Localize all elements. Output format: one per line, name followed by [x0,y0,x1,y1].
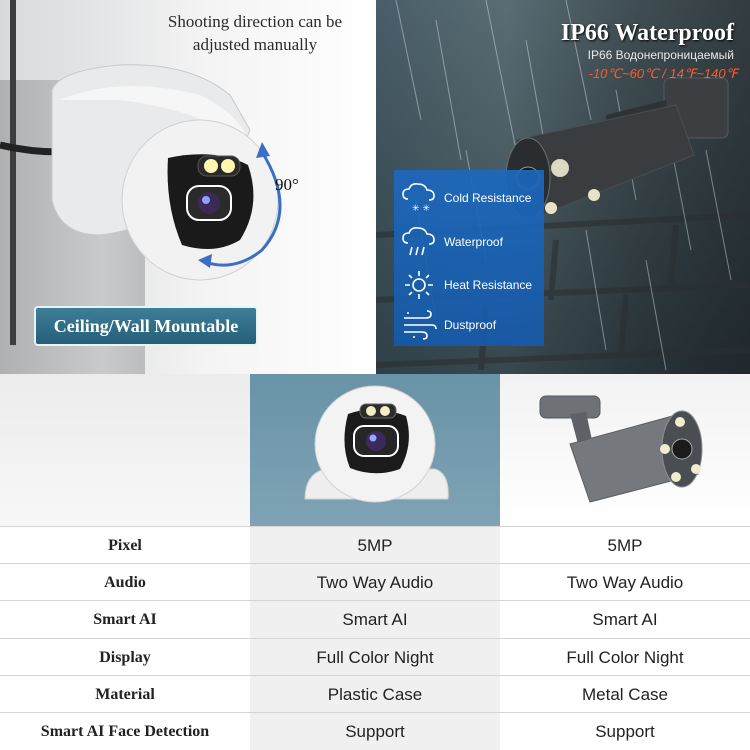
rain-cloud-icon [400,225,438,259]
table-row [0,638,750,675]
dome-camera-image [250,374,500,526]
lens-reflection [202,196,210,204]
svg-text:✳ ✳: ✳ ✳ [412,204,430,214]
dome-value: Smart AI [250,601,500,638]
dome-led-right [380,406,390,416]
waterproof-subtitle: IP66 Водонепроницаемый [587,48,734,62]
mount-badge: Ceiling/Wall Mountable [34,306,258,346]
comparison-table [0,374,750,750]
dome-lens-reflection [370,435,377,442]
feature-waterproof [394,222,544,262]
bullet-led-bottom [671,472,681,482]
feature-label: Waterproof [444,235,503,249]
led-warm-right [221,159,235,173]
table-row [0,712,750,749]
dome-led-housing [360,404,396,418]
dome-lens [366,431,386,451]
bullet-value: Support [500,713,750,750]
table-row [0,526,750,563]
feature-list [394,170,544,346]
mount-panel [0,0,376,374]
bullet-lens [672,439,692,459]
feature-label: Heat Resistance [444,278,533,292]
rotation-angle-label: 90° [275,175,299,194]
waterproof-title: IP66 Waterproof [560,20,734,46]
mount-caption-line2: adjusted manually [192,35,318,54]
sun-icon [400,268,438,302]
dome-value: Support [250,713,500,750]
led-warm-left [204,159,218,173]
feature-dustproof [394,305,544,345]
dome-value: Two Way Audio [250,564,500,601]
dome-camera-illustration [0,40,376,320]
mount-caption-line1: Shooting direction can be [167,12,343,31]
camera-lens [198,192,220,214]
bullet-camera-image [500,374,750,526]
waterproof-panel [376,0,750,374]
bullet-value: Full Color Night [500,639,750,676]
dome-led-left [366,406,376,416]
dome-value: Full Color Night [250,639,500,676]
feature-label: Cold Resistance [444,191,532,205]
wind-icon [400,308,438,342]
row-label: Audio [0,564,250,601]
snow-cloud-icon [400,181,438,215]
dome-product-cell [250,374,500,526]
temperature-range: -10℃~60℃ / 14℉~140℉ [588,66,738,81]
bullet-led-right [691,464,701,474]
table-row [0,600,750,637]
table-row [0,563,750,600]
table-corner [0,374,250,526]
bullet-mount-plate [540,396,600,418]
feature-cold-resistance [394,178,544,218]
dome-value: 5MP [250,527,500,564]
bullet-value: 5MP [500,527,750,564]
row-label: Smart AI Face Detection [0,713,250,750]
table-row [0,675,750,712]
dome-value: Plastic Case [250,676,500,713]
row-label: Display [0,639,250,676]
bullet-value: Metal Case [500,676,750,713]
feature-label: Dustproof [444,318,497,332]
bullet-led-top [675,417,685,427]
bullet-value: Smart AI [500,601,750,638]
bullet-product-cell [500,374,750,526]
row-label: Pixel [0,527,250,564]
feature-heat-resistance [394,265,544,305]
bullet-led-left [660,444,670,454]
bullet-value: Two Way Audio [500,564,750,601]
camera-cable [0,145,60,152]
row-label: Smart AI [0,601,250,638]
row-label: Material [0,676,250,713]
